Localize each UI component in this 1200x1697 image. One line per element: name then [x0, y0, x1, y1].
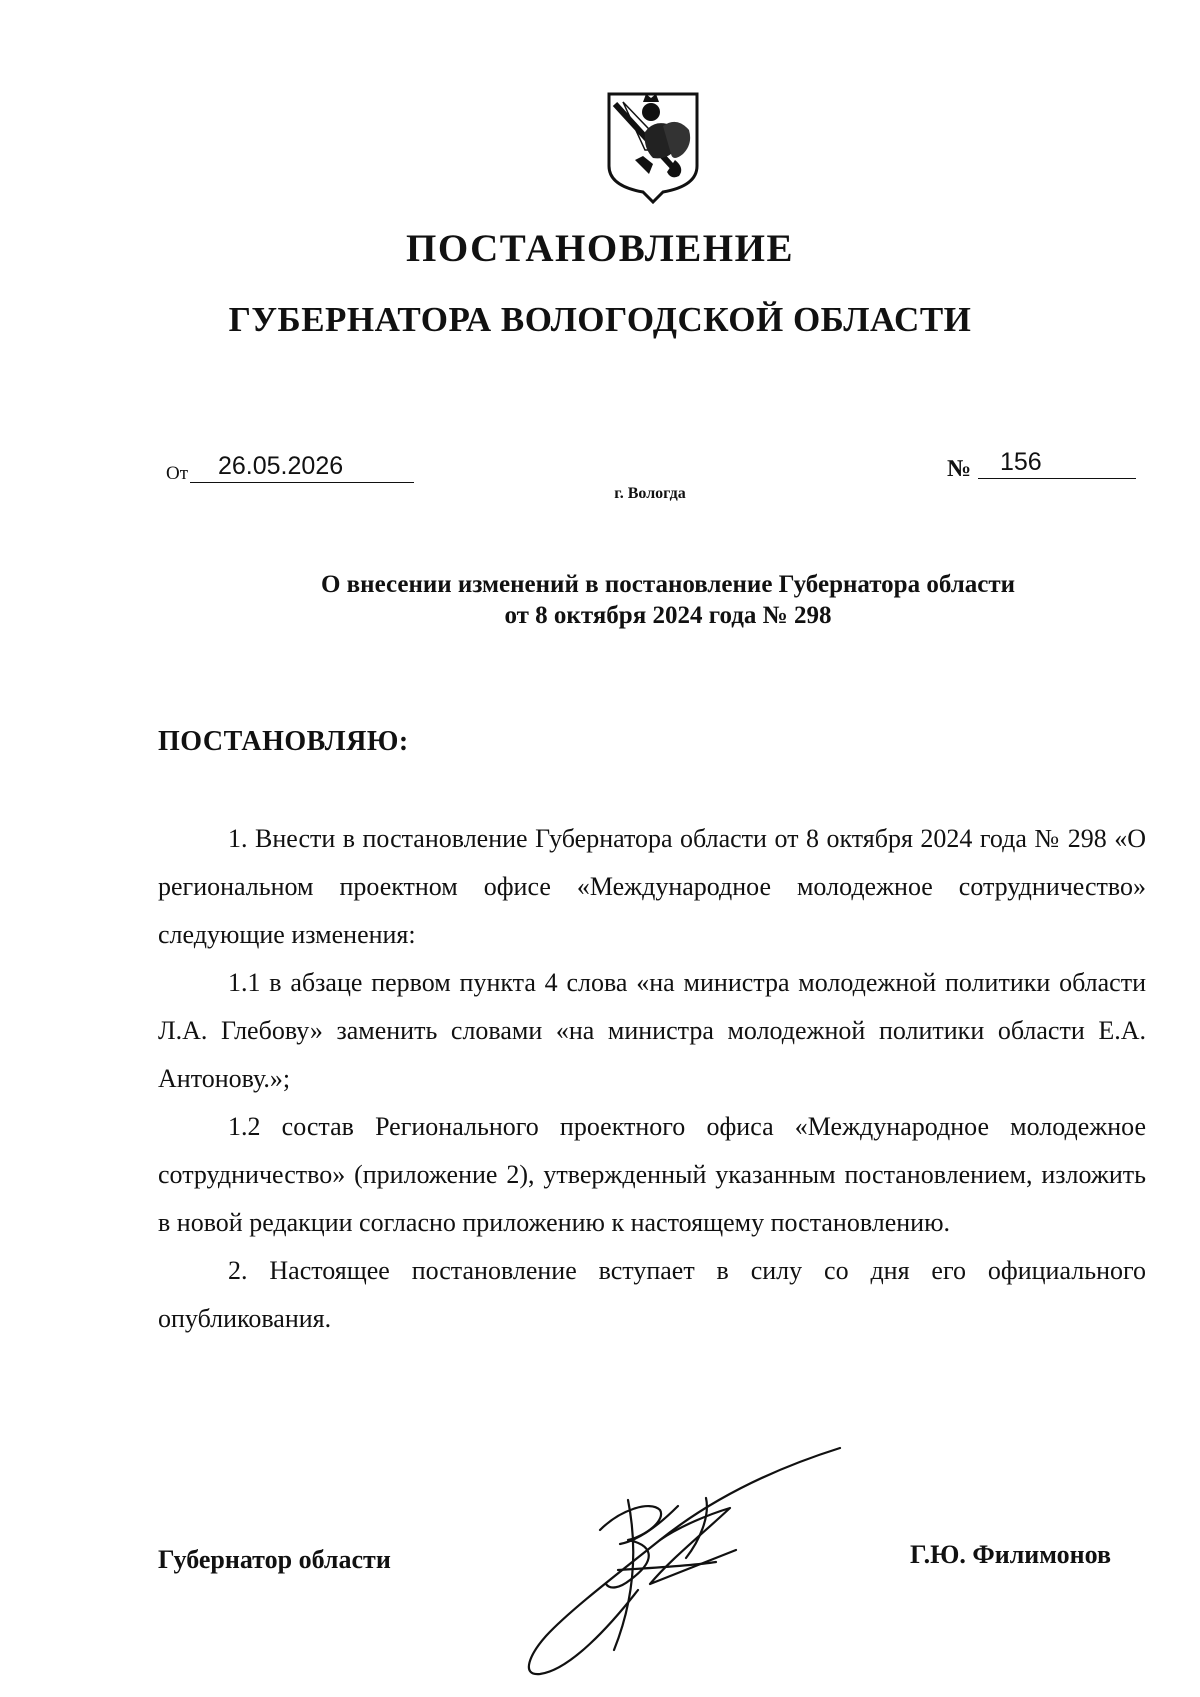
paragraph: 1.1 в абзаце первом пункта 4 слова «на министра молодежной политики области Л.А. Глебову» заменить словами «на министра молодежной политики области Е.А. Антонову.»;: [158, 968, 1146, 1093]
document-subject: [0, 569, 1200, 631]
document-city: г. Вологда: [614, 485, 686, 502]
number-label: №: [947, 456, 972, 482]
decree-heading: ПОСТАНОВЛЯЮ:: [158, 726, 409, 757]
paragraph: 2. Настоящее постановление вступает в силу со дня его официального опубликования.: [158, 1256, 1146, 1333]
paragraph: 1.2 состав Регионального проектного офиса «Международное молодежное сотрудничество» (приложение 2), утвержденный указанным постановлением, изложить в новой редакции согласно приложению к настоящему постановлению.: [158, 1112, 1146, 1237]
document-title: ПОСТАНОВЛЕНИЕ: [405, 227, 794, 270]
document-body: [158, 815, 1146, 1343]
coat-of-arms-icon: [605, 90, 701, 204]
handwritten-signature: [510, 1440, 850, 1680]
document-number: 156: [978, 449, 1136, 479]
subject-line: от 8 октября 2024 года № 298: [504, 602, 832, 629]
document-date: 26.05.2026: [190, 453, 414, 483]
subject-line: О внесении изменений в постановление Губернатора области: [320, 571, 1016, 598]
date-label: От: [166, 463, 189, 484]
signatory-name: Г.Ю. Филимонов: [910, 1540, 1112, 1569]
signatory-position: Губернатор области: [158, 1545, 391, 1574]
document-subtitle: ГУБЕРНАТОРА ВОЛОГОДСКОЙ ОБЛАСТИ: [228, 300, 972, 339]
paragraph: 1. Внести в постановление Губернатора области от 8 октября 2024 года № 298 «О региональном проектном офисе «Международное молодежное сотрудничество» следующие изменения:: [158, 824, 1146, 949]
